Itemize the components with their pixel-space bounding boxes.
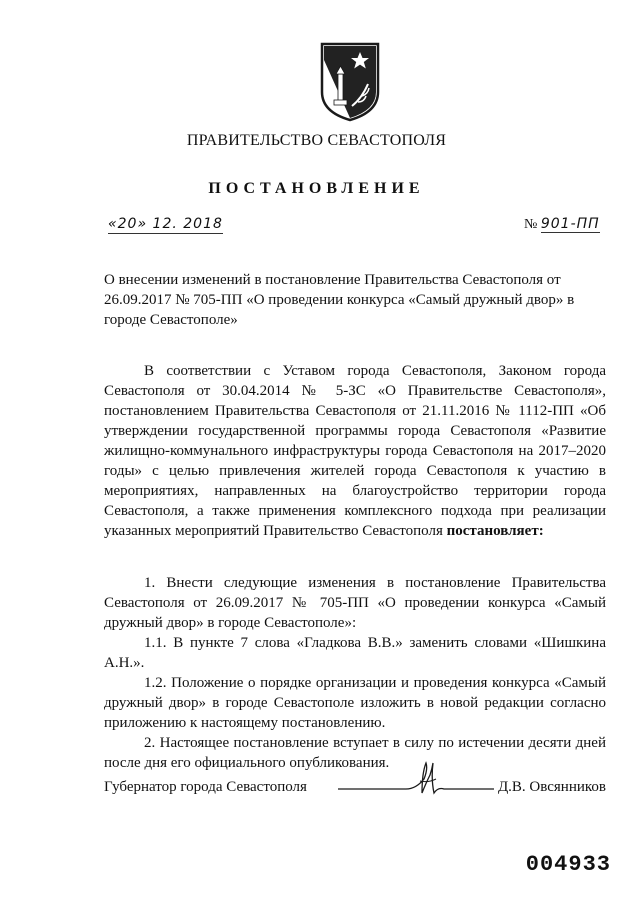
list-item: 1.1. В пункте 7 слова «Гладкова В.В.» заменить словами «Шишкина А.Н.».	[104, 635, 606, 671]
serial-number: 004933	[525, 852, 611, 877]
organization-title: ПРАВИТЕЛЬСТВО СЕВАСТОПОЛЯ	[186, 132, 447, 149]
sevastopol-coat-of-arms-icon	[318, 40, 382, 122]
document-type-title: ПОСТАНОВЛЕНИЕ	[208, 180, 425, 197]
handwritten-signature-icon	[336, 759, 496, 805]
signatory-position: Губернатор города Севастополя	[104, 779, 307, 795]
number-prefix: №	[524, 217, 538, 232]
resolution-items	[104, 573, 606, 773]
document-number	[524, 216, 600, 233]
list-item: 1.2. Положение о порядке организации и проведения конкурса «Самый дружный двор» в городе Севастополе изложить в новой редакции согласно приложению к настоящему постановлению.	[104, 675, 606, 731]
number-value: 901-ПП	[540, 216, 600, 232]
signature-block	[104, 771, 606, 811]
preamble	[104, 361, 606, 541]
resolves-word: постановляет:	[446, 523, 544, 539]
signatory-name: Д.В. Овсянников	[497, 779, 606, 795]
document-date: «20» 12. 2018	[108, 216, 223, 232]
list-item: 1. Внести следующие изменения в постановление Правительства Севастополя от 26.09.2017 № 705-ПП «О проведении конкурса «Самый дружный двор» в городе Севастополе»:	[104, 575, 606, 631]
preamble-text: В соответствии с Уставом города Севастополя, Законом города Севастополя от 30.04.2014 № 5-ЗС «О Правительстве Севастополя», постановлением Правительства Севастополя от 21.11.2016 № 1112-ПП «Об утверждении государственной программы города Севастополя «Развитие жилищно-коммунального инфраструктуры города Севастополя на 2017–2020 годы» с целью привлечения жителей города Севастополя к участию в мероприятиях, направленных на благоустройство территории города Севастополя, а также применения комплексного подхода при реализации указанных мероприятий Правительство Севастополя	[104, 363, 606, 539]
list-item: 2. Настоящее постановление вступает в силу по истечении десяти дней после дня его официального опубликования.	[104, 735, 606, 771]
document-subject: О внесении изменений в постановление Правительства Севастополя от 26.09.2017 № 705-ПП «О проведении конкурса «Самый дружный двор» в городе Севастополе»	[104, 272, 575, 328]
